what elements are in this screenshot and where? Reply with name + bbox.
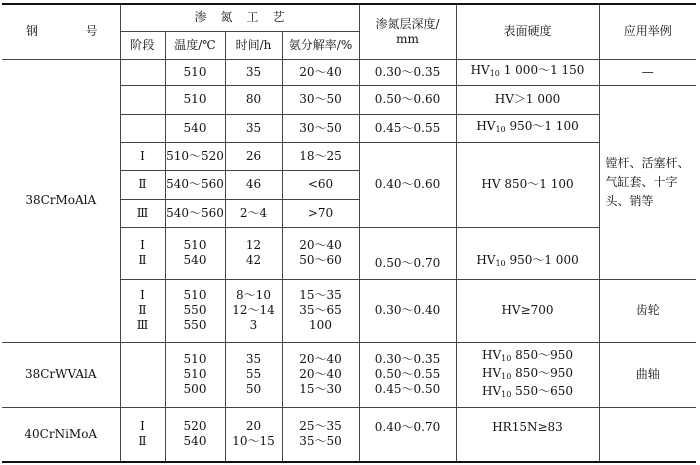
time-cell: 12 42 [225, 227, 282, 279]
time-cell: 26 [225, 142, 282, 170]
stage-cell: Ⅰ Ⅱ Ⅲ [120, 279, 165, 342]
decomposition-cell: >70 [282, 199, 359, 227]
temperature-cell: 510 540 [165, 227, 225, 279]
depth-cell: 0.30～0.35 0.50～0.55 0.45～0.50 [359, 342, 456, 407]
stage-cell [120, 59, 165, 85]
stage-cell [120, 114, 165, 142]
header-steel-grade [2, 4, 120, 59]
temperature-cell: 510 [165, 59, 225, 85]
header-nitriding-process: 渗氮工艺 [120, 4, 359, 31]
hardness-cell: $HV_{10}$ 1 000～1 150 [456, 59, 599, 85]
application-cell [599, 407, 696, 462]
temperature-cell: 510 510 500 [165, 342, 225, 407]
decomposition-cell: 15～35 35～65 100 [282, 279, 359, 342]
temperature-cell: 540～560 [165, 170, 225, 199]
depth-cell: 0.50～0.60 [359, 85, 456, 114]
stage-cell: Ⅰ [120, 142, 165, 170]
steel-grade-cell: 38CrMoAlA [25, 193, 97, 207]
temperature-cell: 510 550 550 [165, 279, 225, 342]
steel-grade-cell: 38CrWVAlA [2, 342, 120, 407]
time-cell: 2～4 [225, 199, 282, 227]
header-stage: 阶段 [120, 31, 165, 59]
application-cell: — [599, 59, 696, 85]
decomposition-cell: 30～50 [282, 85, 359, 114]
stage-cell: Ⅰ Ⅱ [120, 407, 165, 462]
application-cell: 镗杆、活塞杆、气缸套、十字头、销等 [599, 85, 696, 279]
header-application: 应用举例 [599, 4, 696, 59]
depth-cell: 0.40～0.60 [359, 142, 456, 227]
time-cell: 35 55 50 [225, 342, 282, 407]
stage-cell [120, 85, 165, 114]
stage-cell: Ⅱ [120, 170, 165, 199]
header-time: 时间/h [225, 31, 282, 59]
hardness-cell: HV≥700 [456, 279, 599, 342]
decomposition-cell: 20～40 20～40 15～30 [282, 342, 359, 407]
depth-cell: 0.45～0.55 [359, 114, 456, 142]
stage-cell [120, 342, 165, 407]
time-cell: 8～10 12～14 3 [225, 279, 282, 342]
time-cell: 35 [225, 59, 282, 85]
header-steel-grade-char2: 号 [85, 24, 98, 39]
header-layer-depth: 渗氮层深度/ mm [359, 4, 456, 59]
depth-cell: 0.30～0.35 [359, 59, 456, 85]
decomposition-cell: 20～40 [282, 59, 359, 85]
table-row [2, 59, 696, 85]
hardness-cell: HV 850～1 100 [456, 142, 599, 227]
stage-cell: Ⅰ Ⅱ [120, 227, 165, 279]
decomposition-cell: 18～25 [282, 142, 359, 170]
temperature-cell: 540 [165, 114, 225, 142]
header-surface-hardness: 表面硬度 [456, 4, 599, 59]
depth-cell: 0.40～0.70 [359, 407, 456, 462]
time-cell: 35 [225, 114, 282, 142]
temperature-cell: 510 [165, 85, 225, 114]
time-cell: 46 [225, 170, 282, 199]
temperature-cell: 510～520 [165, 142, 225, 170]
temperature-cell: 520 540 [165, 407, 225, 462]
decomposition-cell: 20～40 50～60 [282, 227, 359, 279]
hardness-cell: $HV_{10}$ 950～1 000 [456, 227, 599, 279]
application-cell: 曲轴 [599, 342, 696, 407]
nitriding-process-table [2, 3, 696, 463]
table-row [2, 407, 696, 462]
header-steel-grade-char1: 钢 [26, 24, 39, 39]
decomposition-cell: <60 [282, 170, 359, 199]
decomposition-cell: 30～50 [282, 114, 359, 142]
decomposition-cell: 25～35 35～50 [282, 407, 359, 462]
stage-cell: Ⅲ [120, 199, 165, 227]
depth-cell: 0.50～0.70 [359, 227, 456, 279]
temperature-cell: 540～560 [165, 199, 225, 227]
hardness-cell: HR15N≥83 [456, 407, 599, 462]
time-cell: 20 10～15 [225, 407, 282, 462]
hardness-cell: HV＞1 000 [456, 85, 599, 114]
header-ammonia-decomposition: 氨分解率/% [282, 31, 359, 59]
hardness-cell: $HV_{10}$ 850～950 $HV_{10}$ 850～950 $HV_{10}$ 550～650 [456, 342, 599, 407]
table-row [2, 342, 696, 407]
hardness-cell: $HV_{10}$ 950～1 100 [456, 114, 599, 142]
header-temperature: 温度/℃ [165, 31, 225, 59]
time-cell: 80 [225, 85, 282, 114]
steel-grade-cell: 40CrNiMoA [2, 407, 120, 462]
depth-cell: 0.30～0.40 [359, 279, 456, 342]
application-cell: 齿轮 [599, 279, 696, 342]
